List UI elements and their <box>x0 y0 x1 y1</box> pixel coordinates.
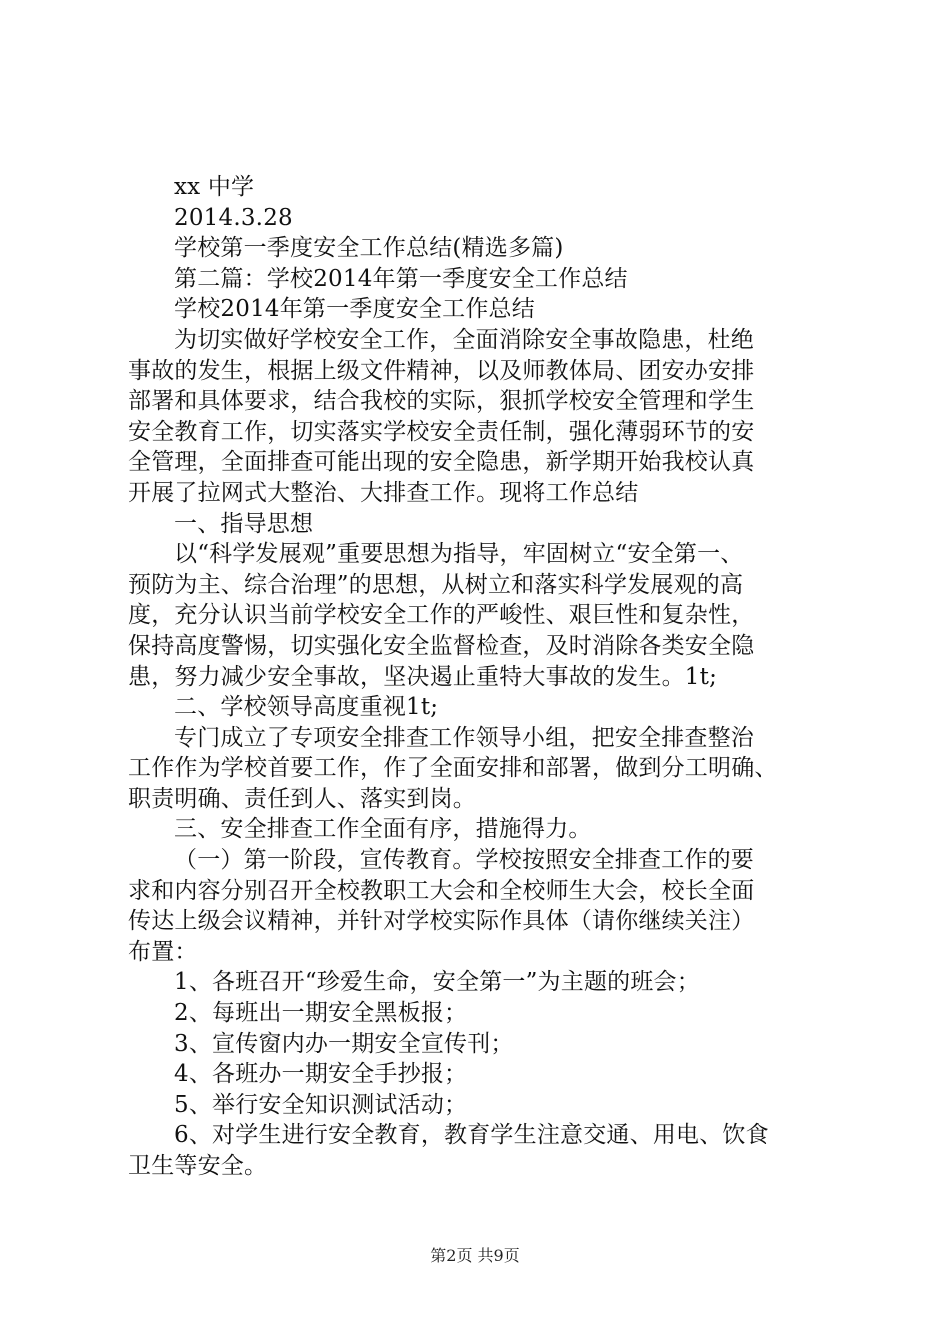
paragraph-line: 患，努力减少安全事故，坚决遏止重特大事故的发生。1t; <box>128 663 718 690</box>
guiding-thought-paragraph <box>128 539 828 692</box>
paragraph-line: 职责明确、责任到人、落实到岗。 <box>128 785 476 812</box>
paragraph-line: 事故的发生，根据上级文件精神，以及师教体局、团安办安排 <box>128 357 755 384</box>
paragraph-line: 以“科学发展观”重要思想为指导，牢固树立“安全第一、 <box>174 541 744 568</box>
list-item: 5、举行安全知识测试活动； <box>174 1091 468 1118</box>
section-heading-1: 一、指导思想 <box>174 510 314 537</box>
paragraph-line: 预防为主、综合治理”的思想，从树立和落实科学发展观的高 <box>128 571 744 598</box>
paragraph-line: 求和内容分别召开全校教职工大会和全校师生大会，校长全面 <box>128 877 755 904</box>
paragraph-line: 工作作为学校首要工作，作了全面安排和部署，做到分工明确、 <box>128 755 778 782</box>
list-item: 1、各班召开“珍爱生命，安全第一”为主题的班会； <box>174 969 700 996</box>
measures-list <box>128 967 828 1181</box>
paragraph-line: 开展了拉网式大整治、大排查工作。现将工作总结 <box>128 479 639 506</box>
intro-paragraph <box>128 325 828 509</box>
collection-title: 学校第一季度安全工作总结(精选多篇) <box>174 235 564 262</box>
paragraph-line: 安全教育工作，切实落实学校安全责任制，强化薄弱环节的安 <box>128 418 755 445</box>
document-body <box>128 172 828 1182</box>
list-item: 3、宣传窗内办一期安全宣传刊； <box>174 1030 514 1057</box>
document-title: 学校2014年第一季度安全工作总结 <box>174 296 535 323</box>
paragraph-line: 传达上级会议精神，并针对学校实际作具体（请你继续关注） <box>128 908 755 935</box>
paragraph-line: 布置： <box>128 938 198 965</box>
chapter-title: 第二篇：学校2014年第一季度安全工作总结 <box>174 265 628 292</box>
section-heading-2: 二、学校领导高度重视1t; <box>174 694 439 721</box>
paragraph-line: 度，充分认识当前学校安全工作的严峻性、艰巨性和复杂性， <box>128 602 755 629</box>
section-heading-3: 三、安全排查工作全面有序，措施得力。 <box>174 816 592 843</box>
phase-one-paragraph <box>128 845 828 967</box>
list-item-continuation: 卫生等安全。 <box>128 1153 268 1179</box>
document-date: 2014.3.28 <box>174 204 293 231</box>
list-item: 4、各班办一期安全手抄报； <box>174 1061 468 1088</box>
paragraph-line: 部署和具体要求，结合我校的实际，狠抓学校安全管理和学生 <box>128 388 755 415</box>
list-item: 2、每班出一期安全黑板报； <box>174 1000 468 1027</box>
list-item: 6、对学生进行安全教育，教育学生注意交通、用电、饮食 <box>174 1122 769 1149</box>
paragraph-line: 保持高度警惕，切实强化安全监督检查，及时消除各类安全隐 <box>128 632 755 659</box>
leadership-paragraph <box>128 723 828 815</box>
page-number: 第2页 共9页 <box>430 1246 520 1265</box>
paragraph-line: 全管理，全面排查可能出现的安全隐患，新学期开始我校认真 <box>128 449 755 476</box>
paragraph-line: 专门成立了专项安全排查工作领导小组，把安全排查整治 <box>174 724 754 751</box>
paragraph-line: 为切实做好学校安全工作，全面消除安全事故隐患，杜绝 <box>174 326 754 353</box>
paragraph-line: （一）第一阶段，宣传教育。学校按照安全排查工作的要 <box>174 847 754 874</box>
school-name: xx 中学 <box>174 174 255 200</box>
